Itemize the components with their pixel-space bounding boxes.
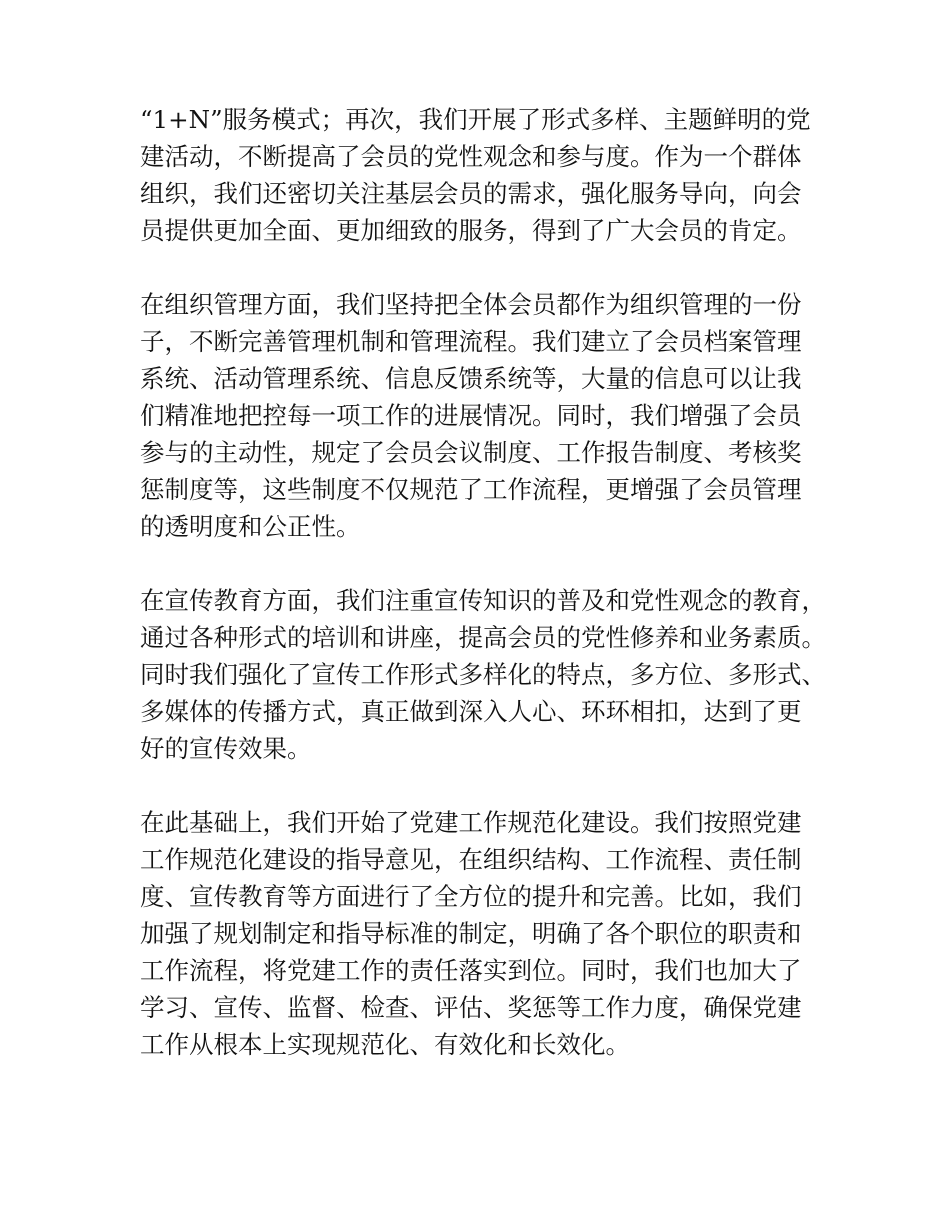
text-line: 组织，我们还密切关注基层会员的需求，强化服务导向，向会: [140, 179, 802, 208]
text-line: 建活动，不断提高了会员的党性观念和参与度。作为一个群体: [140, 142, 802, 171]
text-line: 好的宣传效果。: [140, 734, 312, 763]
text-line: 们精准地把控每一项工作的进展情况。同时，我们增强了会员: [140, 401, 802, 430]
text-line: 员提供更加全面、更加细致的服务，得到了广大会员的肯定。: [140, 216, 802, 245]
text-line: 子，不断完善管理机制和管理流程。我们建立了会员档案管理: [140, 327, 802, 356]
text-line: 度、宣传教育等方面进行了全方位的提升和完善。比如，我们: [140, 882, 802, 911]
paragraph-standardization: [140, 804, 840, 1063]
text-line: 学习、宣传、监督、检查、评估、奖惩等工作力度，确保党建: [140, 993, 802, 1022]
text-line: 工作流程，将党建工作的责任落实到位。同时，我们也加大了: [140, 956, 802, 985]
text-line: 惩制度等，这些制度不仅规范了工作流程，更增强了会员管理: [140, 475, 802, 504]
text-line: 同时我们强化了宣传工作形式多样化的特点，多方位、多形式、: [140, 660, 826, 689]
text-line: 工作规范化建设的指导意见，在组织结构、工作流程、责任制: [140, 845, 802, 874]
paragraph-organization-management: [140, 286, 840, 545]
text-line: 在宣传教育方面，我们注重宣传知识的普及和党性观念的教育，: [140, 586, 826, 615]
text-line: 系统、活动管理系统、信息反馈系统等，大量的信息可以让我: [140, 364, 802, 393]
paragraph-service-mode: [140, 101, 840, 249]
paragraph-publicity-education: [140, 582, 840, 767]
text-line: 在此基础上，我们开始了党建工作规范化建设。我们按照党建: [140, 808, 802, 837]
document-body: [140, 101, 840, 1100]
text-line: 多媒体的传播方式，真正做到深入人心、环环相扣，达到了更: [140, 697, 802, 726]
text-line: 加强了规划制定和指导标准的制定，明确了各个职位的职责和: [140, 919, 802, 948]
text-line: 参与的主动性，规定了会员会议制度、工作报告制度、考核奖: [140, 438, 802, 467]
text-line: 在组织管理方面，我们坚持把全体会员都作为组织管理的一份: [140, 290, 802, 319]
text-line: “1+N”服务模式；再次，我们开展了形式多样、主题鲜明的党: [140, 105, 811, 134]
text-line: 通过各种形式的培训和讲座，提高会员的党性修养和业务素质。: [140, 623, 826, 652]
text-line: 工作从根本上实现规范化、有效化和长效化。: [140, 1030, 630, 1059]
text-line: 的透明度和公正性。: [140, 512, 361, 541]
